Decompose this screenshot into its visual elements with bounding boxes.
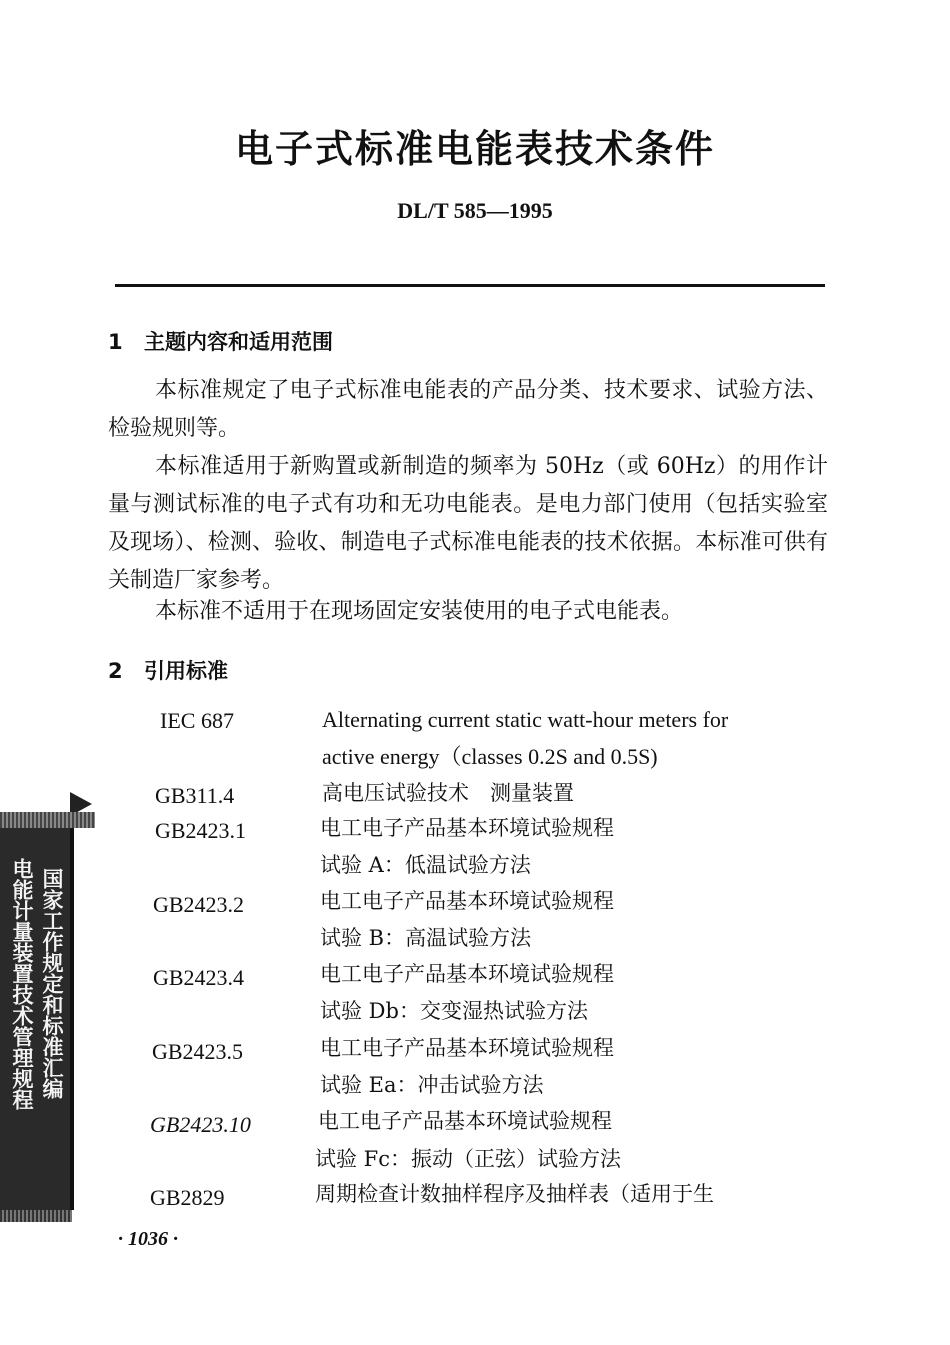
reference-title-line2: 试验 Fc：振动（正弦）试验方法 (315, 1147, 622, 1171)
reference-title-line2: 试验 Db：交变湿热试验方法 (320, 999, 588, 1023)
reference-title-line1: 电工电子产品基本环境试验规程 (318, 1109, 612, 1133)
section-title: 主题内容和适用范围 (144, 330, 333, 354)
reference-code: IEC 687 (160, 708, 234, 733)
paragraph: 本标准适用于新购置或新制造的频率为 50Hz（或 60Hz）的用作计量与测试标准的电子式有功和无功电能表。是电力部门使用（包括实验室及现场）、检测、验收、制造电子式标准电能表的技术依据。本标准可供有关制造厂家参考。 (108, 454, 828, 593)
reference-title-line2: active energy（classes 0.2S and 0.5S) (322, 744, 658, 769)
thumb-tab-bottom-edge (0, 1210, 72, 1222)
reference-code: GB311.4 (155, 783, 235, 808)
reference-title-line1: 高电压试验技术 测量装置 (322, 781, 574, 805)
reference-code: GB2423.2 (153, 892, 245, 917)
thumb-tab-top-edge (0, 812, 95, 828)
reference-title-line2: 试验 B：高温试验方法 (320, 926, 532, 950)
paragraph: 本标准规定了电子式标准电能表的产品分类、技术要求、试验方法、检验规则等。 (108, 378, 828, 441)
section-2-heading (108, 655, 228, 685)
reference-title-line1: 周期检查计数抽样程序及抽样表（适用于生 (315, 1182, 714, 1206)
paragraph: 本标准不适用于在现场固定安装使用的电子式电能表。 (155, 599, 684, 624)
section-title: 引用标准 (144, 659, 228, 683)
reference-title-line1: 电工电子产品基本环境试验规程 (320, 889, 614, 913)
reference-title-line2: 试验 A：低温试验方法 (320, 853, 531, 877)
reference-title-line1: 电工电子产品基本环境试验规程 (320, 962, 614, 986)
reference-code: GB2423.10 (150, 1112, 251, 1137)
reference-code: GB2423.1 (155, 818, 247, 843)
section-number: 1 (108, 330, 123, 354)
reference-title-line1: 电工电子产品基本环境试验规程 (320, 1036, 614, 1060)
section-number: 2 (108, 659, 123, 683)
standard-code: DL/T 585—1995 (397, 198, 553, 223)
thumb-tab-left-text: 电能计量装置技术管理规程 (10, 858, 34, 1110)
title-divider (115, 284, 825, 287)
reference-title-line2: 试验 Ea：冲击试验方法 (320, 1073, 544, 1097)
reference-title-line1: Alternating current static watt-hour meters for (322, 707, 729, 732)
reference-code: GB2829 (150, 1185, 225, 1210)
thumb-tab-right-text: 国家工作规定和标准汇编 (40, 868, 64, 1099)
page-number: · 1036 · (118, 1228, 178, 1250)
thumb-index-tab (0, 828, 74, 1210)
document-title: 电子式标准电能表技术条件 (234, 127, 715, 171)
reference-title-line1: 电工电子产品基本环境试验规程 (320, 816, 614, 840)
section-1-heading (108, 326, 333, 356)
reference-code: GB2423.5 (152, 1039, 244, 1064)
reference-code: GB2423.4 (153, 965, 245, 990)
